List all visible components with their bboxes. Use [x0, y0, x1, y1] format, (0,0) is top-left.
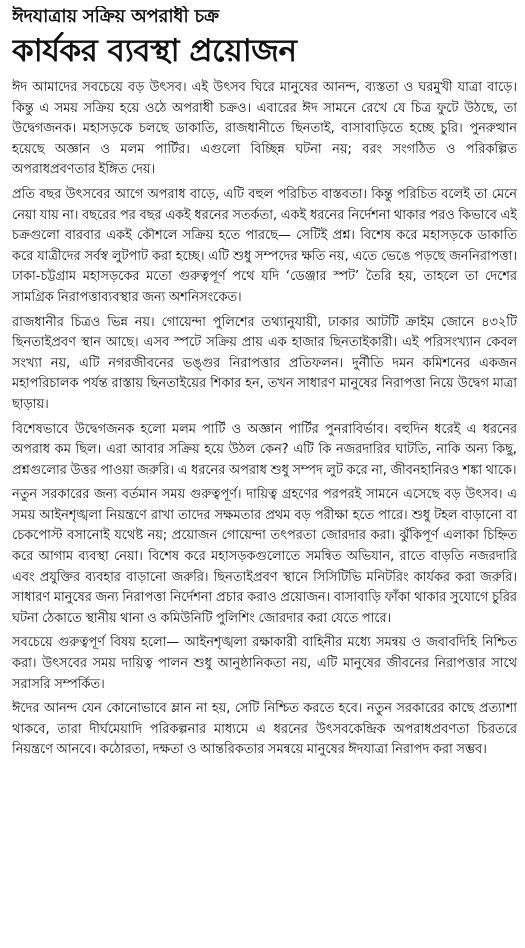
kicker-headline: ঈদযাত্রায় সক্রিয় অপরাধী চক্র [12, 6, 219, 27]
paragraph: বিশেষভাবে উদ্বেগজনক হলো মলম পার্টি ও অজ্ঞান পার্টির পুনরাবির্ভাব। বহুদিন ধরেই এ ধরনের অপরাধ কম ছিল। এরা আবার সক্রিয় হয়ে উঠল কেন? এটি কি নজরদারির ঘাটতি, নাকি অন্য কিছু, প্রশ্নগুলোর উত্তর পাওয়া জরুরি। এ ধরনের অপরাধ শুধু সম্পদ লুট করে না, জীবনহানিরও শঙ্কা থাকে। [12, 421, 517, 478]
main-headline: কার্যকর ব্যবস্থা প্রয়োজন [12, 33, 297, 69]
paragraph: রাজধানীর চিত্রও ভিন্ন নয়। গোয়েন্দা পুলিশের তথ্যানুযায়ী, ঢাকার আটটি ক্রাইম জোনে ৪৩২টি ছিনতাইপ্রবণ স্থান আছে। এসব স্পটে সক্রিয় প্রায় এক হাজার ছিনতাইকারী। এই পরিসংখ্যান কেবল সংখ্যা নয়, এটি নগরজীবনের ভঙ্গুর নিরাপত্তার প্রতিফলন। দুর্নীতি দমন কমিশনের একজন মহাপরিচালক পর্যন্ত রাস্তায় ছিনতাইয়ের শিকার হন, তখন সাধারণ মানুষের নিরাপত্তা নিয়ে উদ্বেগ মাত্রা ছাড়ায়। [12, 314, 517, 412]
article-body [12, 78, 517, 761]
paragraph: ঈদ আমাদের সবচেয়ে বড় উৎসব। এই উৎসব ঘিরে মানুষের আনন্দ, ব্যস্ততা ও ঘরমুখী যাত্রা বাড়ে। কিন্তু এ সময় সক্রিয় হয়ে ওঠে অপরাধী চক্রও। এবারের ঈদ সামনে রেখে যে চিত্র ফুটে উঠছে, তা উদ্বেগজনক। মহাসড়কে চলছে ডাকাতি, রাজধানীতে ছিনতাই, বাসাবাড়িতে হচ্ছে চুরি। পুনরুত্থান হয়েছে অজ্ঞান ও মলম পার্টির। এগুলো বিচ্ছিন্ন ঘটনা নয়; বরং সংগঠিত ও পরিকল্পিত অপরাধপ্রবণতার ইঙ্গিত দেয়। [12, 80, 517, 178]
paragraph: প্রতি বছর উৎসবের আগে অপরাধ বাড়ে, এটি বহুল পরিচিত বাস্তবতা। কিন্তু পরিচিত বলেই তা মেনে নেয়া যায় না। বছরের পর বছর একই ধরনের সতর্কতা, একই ধরনের নির্দেশনা থাকার পরও কিভাবে এই চক্রগুলো বারবার একই কৌশলে সক্রিয় হতে পারছে— সেটিই প্রশ্ন। বিশেষ করে মহাসড়কে ডাকাতি করে যাত্রীদের সর্বস্ব লুটপাট করা হচ্ছে। এটি শুধু সম্পদের ক্ষতি নয়, এতে ভেঙে পড়ছে জননিরাপত্তা। ঢাকা-চট্টগ্রাম মহাসড়কের মতো গুরুত্বপূর্ণ পথে যদি ‘ডেঞ্জার স্পট’ তৈরি হয়, তাহলে তা দেশের সামগ্রিক নিরাপত্তাব্যবস্থার জন্য অশনিসংকেত। [12, 186, 517, 305]
paragraph: নতুন সরকারের জন্য বর্তমান সময় গুরুত্বপূর্ণ। দায়িত্ব গ্রহণের পরপরই সামনে এসেছে বড় উৎসব। এ সময় আইনশৃঙ্খলা নিয়ন্ত্রণে রাখা তাদের সক্ষমতার প্রথম বড় পরীক্ষা হতে পারে। শুধু টহল বাড়ানো বা চেকপোস্ট বসানোই যথেষ্ট নয়; প্রয়োজন গোয়েন্দা তৎপরতা জোরদার করা। ঝুঁকিপূর্ণ এলাকা চিহ্নিত করে আগাম ব্যবস্থা নেয়া। বিশেষ করে মহাসড়কগুলোতে সমন্বিত অভিযান, রাতে বাড়তি নজরদারি এবং প্রযুক্তির ব্যবহার বাড়ানো জরুরি। ছিনতাইপ্রবণ স্থানে সিসিটিভি মনিটরিং কার্যকর করা জরুরি। সাধারণ মানুষের জন্য নিরাপত্তা নির্দেশনা প্রচার করাও প্রয়োজন। বাসাবাড়ি ফাঁকা থাকার সুযোগে চুরির ঘটনা ঠেকাতে স্থানীয় থানা ও কমিউনিটি পুলিশিং জোরদার করা যেতে পারে। [12, 487, 517, 626]
paragraph: ঈদের আনন্দ যেন কোনোভাবে ম্লান না হয়, সেটি নিশ্চিত করতে হবে। নতুন সরকারের কাছে প্রত্যাশা থাকবে, তারা দীর্ঘমেয়াদি পরিকল্পনার মাধ্যমে এ ধরনের উৎসবকেন্দ্রিক অপরাধপ্রবণতা চিরতরে নিয়ন্ত্রণে আনবে। কঠোরতা, দক্ষতা ও আন্তরিকতার সমন্বয়ে মানুষের ঈদযাত্রা নিরাপদ করা সম্ভব। [12, 701, 517, 758]
paragraph: সবচেয়ে গুরুত্বপূর্ণ বিষয় হলো— আইনশৃঙ্খলা রক্ষাকারী বাহিনীর মধ্যে সমন্বয় ও জবাবদিহি নিশ্চিত করা। উৎসবের সময় দায়িত্ব পালন শুধু আনুষ্ঠানিকতা নয়, এটি মানুষের জীবনের নিরাপত্তার সাথে সরাসরি সম্পর্কিত। [12, 635, 517, 692]
